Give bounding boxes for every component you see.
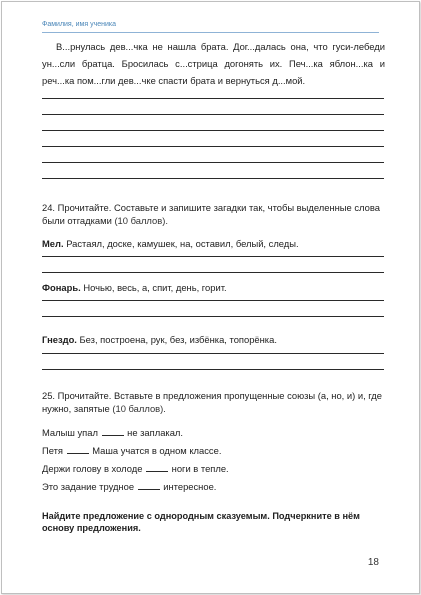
page-number: 18 — [367, 557, 379, 568]
task-25-points: (10 баллов). — [112, 402, 166, 414]
student-name-label: Фамилия, имя ученика — [42, 21, 116, 28]
riddle-item-mel — [42, 238, 299, 249]
sentence-before: Малыш упал — [42, 427, 98, 438]
passage-text — [42, 38, 385, 90]
answer-line[interactable] — [42, 178, 384, 179]
answer-line[interactable] — [42, 369, 384, 370]
riddle-words: Ночью, весь, а, спит, день, горит. — [83, 282, 227, 293]
header-divider — [42, 32, 379, 33]
answer-line[interactable] — [42, 353, 384, 354]
sentence-3 — [42, 463, 229, 474]
riddle-answer: Мел. — [42, 238, 64, 249]
sentence-before: Это задание трудное — [42, 481, 135, 492]
answer-line[interactable] — [42, 300, 384, 301]
answer-line[interactable] — [42, 98, 384, 99]
conjunction-blank[interactable] — [102, 427, 124, 436]
conjunction-blank[interactable] — [146, 463, 168, 472]
riddle-item-fonar — [42, 282, 227, 293]
task-25-prompt — [42, 390, 387, 415]
conjunction-blank[interactable] — [67, 445, 89, 454]
conjunction-blank[interactable] — [138, 481, 160, 490]
task-instruction: Найдите предложение с однородным сказуемым. Подчеркните в нём основу предложения. — [42, 511, 360, 534]
passage-line-1: В...рнулась дев...чка не нашла брата. Дог...далась она, что гуси-лебеди — [56, 41, 385, 52]
sentence-after: интересное. — [163, 481, 217, 492]
task-24-prompt — [42, 202, 387, 227]
task-24-text: 24. Прочитайте. Составьте и запишите загадки так, чтобы выделенные слова были отгадками — [42, 202, 380, 226]
sentence-after: ноги в тепле. — [171, 463, 229, 474]
passage-line-3: и реч...ка пом...гли дев...чке спасти брата и вернуться д...мой. — [42, 58, 385, 87]
riddle-item-gnezdo — [42, 334, 277, 345]
riddle-answer: Гнездо. — [42, 334, 77, 345]
sentence-4 — [42, 481, 216, 492]
sentence-before: Петя — [42, 445, 64, 456]
sentence-after: Маша учатся в одном классе. — [92, 445, 222, 456]
answer-line[interactable] — [42, 256, 384, 257]
worksheet-page — [1, 1, 420, 594]
answer-line[interactable] — [42, 130, 384, 131]
answer-line[interactable] — [42, 272, 384, 273]
passage-line-2: ун...сли братца. Бросилась с...стрица догонять их. Печ...ка яблон...ка — [42, 58, 373, 70]
sentence-1 — [42, 427, 183, 438]
answer-line[interactable] — [42, 316, 384, 317]
task-24-points: (10 баллов). — [114, 214, 168, 226]
sentence-2 — [42, 445, 221, 456]
sentence-before: Держи голову в холоде — [42, 463, 143, 474]
riddle-words: Растаял, доске, камушек, на, оставил, белый, следы. — [66, 238, 299, 249]
riddle-words: Без, построена, рук, без, избёнка, топорёнка. — [79, 334, 277, 345]
riddle-answer: Фонарь. — [42, 282, 81, 293]
answer-line[interactable] — [42, 114, 384, 115]
sentence-after: не заплакал. — [127, 427, 184, 438]
answer-line[interactable] — [42, 146, 384, 147]
task-25-text: 25. Прочитайте. Вставьте в предложения пропущенные союзы (а, но, и) и, где нужно, запятые — [42, 390, 382, 414]
answer-line[interactable] — [42, 162, 384, 163]
